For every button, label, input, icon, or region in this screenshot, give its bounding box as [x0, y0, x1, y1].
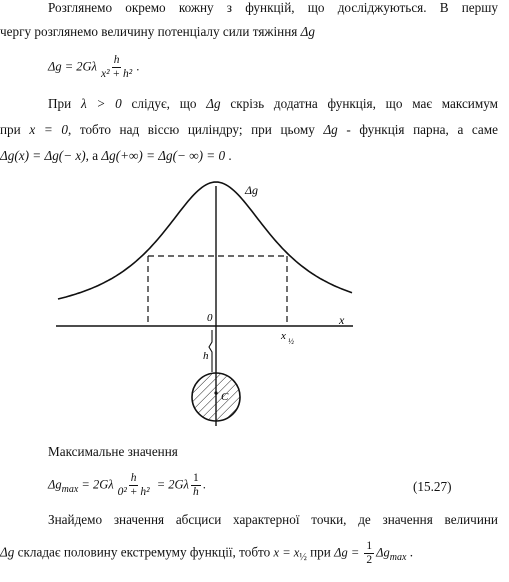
p4-l2-d: Δg = [334, 545, 363, 560]
p4-l2-end: . [406, 544, 414, 560]
equation-1-numerator: h [113, 54, 120, 66]
equation-2-mid: = 2Gλ [78, 477, 114, 492]
p2-l3-c: Δg(+∞) = Δg(− ∞) = 0 [101, 148, 226, 163]
p4-l2-frac-den: 2 [366, 554, 373, 566]
cylinder-cross-section [192, 373, 240, 421]
p4-l2-fraction [364, 540, 374, 567]
equation-2-end: . [202, 477, 206, 492]
paragraph-3: Максимальне значення [48, 444, 178, 459]
x-half-subscript: ½ [288, 337, 294, 346]
p2-l2-a: при [0, 122, 30, 137]
equation-number: (15.27) [413, 479, 452, 494]
p4-l2-c: при [306, 544, 335, 560]
p2-l2-c: - функція парна, а саме [337, 122, 498, 137]
equation-2-fraction-2 [191, 472, 201, 499]
p4-l2-a: Δg [0, 544, 15, 560]
p2-l1-b: слідує, що [121, 96, 207, 111]
curve-label: Δg [245, 183, 259, 197]
cylinder-center-dot [214, 391, 217, 394]
origin-label: 0 [207, 312, 213, 324]
equation-1-end: . [136, 59, 140, 74]
p2-l2-cond: x = 0 [29, 122, 68, 137]
equation-2-den-1: 0² + h² [117, 486, 150, 498]
paragraph-1-text: чергу розглянемо величину потенціалу сили тяжіння [0, 24, 301, 39]
p4-l2-e: Δg [376, 545, 390, 560]
equation-max [48, 472, 206, 499]
p2-l3-a: Δg(x) = Δg(− x) [0, 148, 86, 163]
delta-g-symbol: Δg [300, 24, 315, 39]
p4-l2-eq: x = x [273, 545, 300, 560]
x-axis-label: x [339, 313, 345, 327]
depth-label: h [203, 350, 209, 362]
depth-bracket [209, 330, 212, 372]
p2-l3-d: . [225, 148, 232, 163]
equation-2-num-1: h [130, 472, 137, 484]
p2-l2-sym: Δg [323, 122, 338, 137]
p2-l2-b: , тобто над віссю циліндру; при цьому [67, 122, 324, 137]
p2-l1-a: При [48, 96, 81, 111]
p2-l3-b: , а [85, 148, 102, 163]
paragraph-4-line-1: Знайдемо значення абсциси характерної точки, де значення величини [48, 512, 498, 527]
equation-2-mid-2: = 2Gλ [153, 477, 189, 492]
paragraph-4-line-2 [0, 540, 413, 570]
equation-2-lhs: Δg [48, 477, 62, 492]
p2-l1-sym: Δg [206, 96, 221, 111]
equation-2-lhs-sub: max [61, 483, 79, 495]
p2-l1-c: скрізь додатна функція, що має максимум [220, 96, 498, 111]
paragraph-1-line-1: Розглянемо окремо кожну з функцій, що досліджуються. В першу [48, 0, 498, 15]
equation-2-den-2: h [192, 486, 199, 498]
p4-l2-frac-num: 1 [366, 540, 373, 552]
x-half-label: x [281, 330, 286, 342]
center-label: C [221, 391, 229, 403]
p4-l2-eq-sub: ½ [299, 552, 307, 564]
p4-l2-e-sub: max [389, 552, 407, 564]
equation-1-lhs: Δg = 2Gλ [48, 59, 97, 74]
equation-2-fraction-1 [116, 472, 152, 499]
p2-l1-cond: λ > 0 [80, 96, 122, 111]
p4-l2-b: складає половину екстремуму функції, тобто [14, 544, 274, 560]
equation-1-denominator: x² + h² [100, 68, 133, 80]
equation-2-num-2: 1 [192, 472, 199, 484]
anomaly-curve [58, 182, 352, 299]
